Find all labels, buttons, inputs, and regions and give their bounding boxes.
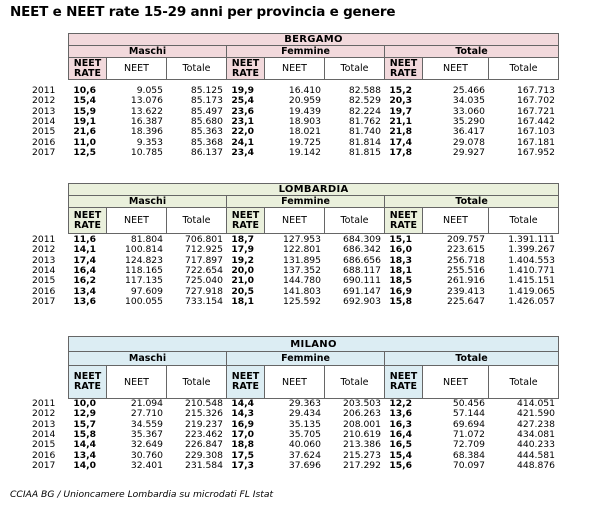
neet-rate-cell: 20,5	[231, 285, 254, 297]
table-row	[0, 265, 600, 275]
neet-rate-cell: 20,0	[231, 264, 254, 276]
value-cell: 100.814	[125, 244, 163, 256]
column-header-neet-rate: NEET RATE	[69, 366, 107, 399]
column-header-neet-rate: NEET RATE	[227, 366, 265, 399]
table-header-lombardia	[68, 183, 559, 234]
column-header-neet: NEET	[265, 208, 325, 234]
column-header-neet: NEET	[423, 208, 489, 234]
value-cell: 686.342	[343, 244, 381, 256]
neet-rate-cell: 16,9	[231, 418, 254, 430]
year-cell: 2015	[32, 126, 56, 138]
neet-rate-cell: 15,7	[73, 418, 96, 430]
value-cell: 82.529	[348, 95, 381, 107]
value-cell: 50.456	[452, 398, 485, 409]
value-cell: 256.718	[447, 254, 485, 266]
value-cell: 117.135	[125, 275, 163, 287]
neet-rate-cell: 24,1	[231, 136, 254, 148]
neet-rate-cell: 19,1	[73, 115, 96, 127]
value-cell: 36.417	[452, 126, 485, 138]
table-row	[0, 85, 600, 95]
value-cell: 18.021	[288, 126, 321, 138]
neet-rate-cell: 15,9	[73, 105, 96, 117]
neet-rate-cell: 16,4	[389, 428, 412, 440]
value-cell: 1.415.151	[508, 275, 555, 287]
value-cell: 225.647	[447, 295, 485, 307]
table-row	[0, 126, 600, 136]
value-cell: 35.705	[288, 428, 321, 440]
column-header-totale: Totale	[167, 58, 227, 80]
value-cell: 255.516	[447, 264, 485, 276]
value-cell: 71.072	[452, 428, 485, 440]
column-header-totale: Totale	[325, 58, 385, 80]
value-cell: 18.396	[130, 126, 163, 138]
neet-rate-cell: 10,0	[73, 398, 96, 409]
value-cell: 85.125	[190, 85, 223, 96]
value-cell: 27.710	[130, 408, 163, 420]
value-cell: 167.702	[517, 95, 555, 107]
year-cell: 2013	[32, 254, 56, 266]
column-header-totale: Totale	[489, 366, 559, 399]
value-cell: 712.925	[185, 244, 223, 256]
value-cell: 122.801	[283, 244, 321, 256]
column-header-neet-rate: NEET RATE	[385, 366, 423, 399]
year-cell: 2014	[32, 428, 56, 440]
value-cell: 722.654	[185, 264, 223, 276]
region-title: BERGAMO	[69, 34, 559, 46]
source-note: CCIAA BG / Unioncamere Lombardia su microdati FL Istat	[10, 489, 274, 500]
value-cell: 72.709	[452, 439, 485, 451]
neet-rate-cell: 15,1	[389, 234, 412, 245]
value-cell: 725.040	[185, 275, 223, 287]
value-cell: 85.497	[190, 105, 223, 117]
neet-rate-cell: 18,5	[389, 275, 412, 287]
value-cell: 18.903	[288, 115, 321, 127]
value-cell: 213.386	[343, 439, 381, 451]
value-cell: 32.401	[130, 459, 163, 471]
year-cell: 2013	[32, 105, 56, 117]
group-header: Femmine	[227, 46, 385, 58]
value-cell: 35.367	[130, 428, 163, 440]
neet-rate-cell: 14,4	[73, 439, 96, 451]
value-cell: 226.847	[185, 439, 223, 451]
value-cell: 209.757	[447, 234, 485, 245]
neet-rate-cell: 18,1	[389, 264, 412, 276]
table-row	[0, 275, 600, 285]
value-cell: 223.615	[447, 244, 485, 256]
neet-rate-cell: 14,4	[231, 398, 254, 409]
value-cell: 1.404.553	[508, 254, 555, 266]
neet-rate-cell: 17,3	[231, 459, 254, 471]
value-cell: 13.622	[130, 105, 163, 117]
value-cell: 144.780	[283, 275, 321, 287]
column-header-neet: NEET	[265, 366, 325, 399]
group-header: Maschi	[69, 196, 227, 208]
value-cell: 125.592	[283, 295, 321, 307]
year-cell: 2017	[32, 146, 56, 158]
value-cell: 35.135	[288, 418, 321, 430]
column-header-neet-rate: NEET RATE	[69, 208, 107, 234]
value-cell: 261.916	[447, 275, 485, 287]
value-cell: 444.581	[517, 449, 555, 461]
value-cell: 81.814	[348, 136, 381, 148]
column-header-neet-rate: NEET RATE	[69, 58, 107, 80]
value-cell: 688.117	[343, 264, 381, 276]
year-cell: 2011	[32, 234, 56, 245]
value-cell: 19.142	[288, 146, 321, 158]
column-header-totale: Totale	[167, 208, 227, 234]
neet-rate-cell: 10,6	[73, 85, 96, 96]
value-cell: 1.399.267	[508, 244, 555, 256]
column-header-neet: NEET	[265, 58, 325, 80]
table-header-bergamo	[68, 33, 559, 80]
value-cell: 97.609	[130, 285, 163, 297]
neet-rate-cell: 19,9	[231, 85, 254, 96]
value-cell: 85.368	[190, 136, 223, 148]
group-header: Totale	[385, 196, 559, 208]
value-cell: 167.721	[517, 105, 555, 117]
year-cell: 2013	[32, 418, 56, 430]
neet-rate-cell: 16,0	[389, 244, 412, 256]
neet-rate-cell: 18,1	[231, 295, 254, 307]
value-cell: 81.762	[348, 115, 381, 127]
column-header-neet-rate: NEET RATE	[227, 208, 265, 234]
table-row	[0, 116, 600, 126]
value-cell: 29.078	[452, 136, 485, 148]
value-cell: 427.238	[517, 418, 555, 430]
value-cell: 1.391.111	[508, 234, 555, 245]
value-cell: 85.680	[190, 115, 223, 127]
value-cell: 229.308	[185, 449, 223, 461]
neet-rate-cell: 13,4	[73, 285, 96, 297]
value-cell: 684.309	[343, 234, 381, 245]
year-cell: 2014	[32, 264, 56, 276]
year-cell: 2011	[32, 398, 56, 409]
value-cell: 208.001	[343, 418, 381, 430]
value-cell: 210.619	[343, 428, 381, 440]
column-header-totale: Totale	[325, 366, 385, 399]
column-header-neet-rate: NEET RATE	[385, 208, 423, 234]
year-cell: 2015	[32, 275, 56, 287]
year-cell: 2012	[32, 95, 56, 107]
column-header-totale: Totale	[167, 366, 227, 399]
value-cell: 40.060	[288, 439, 321, 451]
value-cell: 33.060	[452, 105, 485, 117]
table-row	[0, 244, 600, 254]
value-cell: 20.959	[288, 95, 321, 107]
neet-rate-cell: 18,8	[231, 439, 254, 451]
table-row	[0, 460, 600, 470]
year-cell: 2016	[32, 449, 56, 461]
value-cell: 215.326	[185, 408, 223, 420]
year-cell: 2014	[32, 115, 56, 127]
column-header-neet: NEET	[107, 208, 167, 234]
value-cell: 137.352	[283, 264, 321, 276]
value-cell: 81.740	[348, 126, 381, 138]
group-header: Maschi	[69, 352, 227, 366]
value-cell: 727.918	[185, 285, 223, 297]
neet-rate-cell: 15,8	[73, 428, 96, 440]
neet-rate-cell: 12,9	[73, 408, 96, 420]
neet-rate-cell: 23,4	[231, 146, 254, 158]
table-row	[0, 95, 600, 105]
neet-rate-cell: 16,2	[73, 275, 96, 287]
table-row	[0, 106, 600, 116]
value-cell: 434.081	[517, 428, 555, 440]
value-cell: 81.815	[348, 146, 381, 158]
value-cell: 167.181	[517, 136, 555, 148]
value-cell: 219.237	[185, 418, 223, 430]
value-cell: 10.785	[130, 146, 163, 158]
column-header-totale: Totale	[325, 208, 385, 234]
neet-rate-cell: 23,6	[231, 105, 254, 117]
value-cell: 29.363	[288, 398, 321, 409]
value-cell: 37.696	[288, 459, 321, 471]
neet-rate-cell: 20,3	[389, 95, 412, 107]
neet-rate-cell: 18,3	[389, 254, 412, 266]
region-title: MILANO	[69, 337, 559, 352]
value-cell: 118.165	[125, 264, 163, 276]
column-header-neet: NEET	[107, 58, 167, 80]
value-cell: 733.154	[185, 295, 223, 307]
table-row	[0, 398, 600, 408]
neet-rate-cell: 21,6	[73, 126, 96, 138]
value-cell: 414.051	[517, 398, 555, 409]
neet-rate-cell: 17,4	[389, 136, 412, 148]
neet-rate-cell: 15,4	[389, 449, 412, 461]
value-cell: 29.927	[452, 146, 485, 158]
neet-rate-cell: 13,6	[389, 408, 412, 420]
value-cell: 210.548	[185, 398, 223, 409]
value-cell: 223.462	[185, 428, 223, 440]
value-cell: 421.590	[517, 408, 555, 420]
neet-rate-cell: 17,9	[231, 244, 254, 256]
value-cell: 21.094	[130, 398, 163, 409]
value-cell: 25.466	[452, 85, 485, 96]
year-cell: 2017	[32, 295, 56, 307]
value-cell: 131.895	[283, 254, 321, 266]
table-header-milano	[68, 336, 559, 399]
value-cell: 167.713	[517, 85, 555, 96]
value-cell: 30.760	[130, 449, 163, 461]
neet-rate-cell: 11,0	[73, 136, 96, 148]
column-header-neet-rate: NEET RATE	[385, 58, 423, 80]
table-row	[0, 450, 600, 460]
neet-rate-cell: 19,2	[231, 254, 254, 266]
table-row	[0, 234, 600, 244]
year-cell: 2015	[32, 439, 56, 451]
value-cell: 9.055	[136, 85, 163, 96]
neet-rate-cell: 15,2	[389, 85, 412, 96]
neet-rate-cell: 25,4	[231, 95, 254, 107]
value-cell: 206.263	[343, 408, 381, 420]
value-cell: 69.694	[452, 418, 485, 430]
table-row	[0, 147, 600, 157]
value-cell: 13.076	[130, 95, 163, 107]
neet-rate-cell: 17,5	[231, 449, 254, 461]
neet-rate-cell: 19,7	[389, 105, 412, 117]
value-cell: 691.147	[343, 285, 381, 297]
year-cell: 2016	[32, 136, 56, 148]
value-cell: 686.656	[343, 254, 381, 266]
table-row	[0, 419, 600, 429]
neet-rate-cell: 16,3	[389, 418, 412, 430]
value-cell: 37.624	[288, 449, 321, 461]
table-row	[0, 296, 600, 306]
value-cell: 215.273	[343, 449, 381, 461]
value-cell: 141.803	[283, 285, 321, 297]
neet-rate-cell: 14,3	[231, 408, 254, 420]
neet-rate-cell: 17,8	[389, 146, 412, 158]
column-header-neet: NEET	[423, 366, 489, 399]
value-cell: 127.953	[283, 234, 321, 245]
neet-rate-cell: 14,1	[73, 244, 96, 256]
value-cell: 1.419.065	[508, 285, 555, 297]
group-header: Femmine	[227, 352, 385, 366]
value-cell: 85.363	[190, 126, 223, 138]
table-row	[0, 429, 600, 439]
value-cell: 32.649	[130, 439, 163, 451]
neet-rate-cell: 16,4	[73, 264, 96, 276]
table-row	[0, 255, 600, 265]
neet-rate-cell: 12,2	[389, 398, 412, 409]
neet-rate-cell: 14,0	[73, 459, 96, 471]
value-cell: 717.897	[185, 254, 223, 266]
group-header: Femmine	[227, 196, 385, 208]
table-row	[0, 137, 600, 147]
neet-rate-cell: 17,0	[231, 428, 254, 440]
neet-rate-cell: 17,4	[73, 254, 96, 266]
neet-rate-cell: 12,5	[73, 146, 96, 158]
value-cell: 19.725	[288, 136, 321, 148]
value-cell: 1.426.057	[508, 295, 555, 307]
neet-rate-cell: 21,1	[389, 115, 412, 127]
group-header: Totale	[385, 46, 559, 58]
neet-rate-cell: 18,7	[231, 234, 254, 245]
value-cell: 86.137	[190, 146, 223, 158]
value-cell: 16.387	[130, 115, 163, 127]
value-cell: 448.876	[517, 459, 555, 471]
neet-rate-cell: 22,0	[231, 126, 254, 138]
value-cell: 70.097	[452, 459, 485, 471]
neet-rate-cell: 13,4	[73, 449, 96, 461]
column-header-neet: NEET	[107, 366, 167, 399]
value-cell: 35.290	[452, 115, 485, 127]
value-cell: 203.503	[343, 398, 381, 409]
value-cell: 82.224	[348, 105, 381, 117]
value-cell: 167.103	[517, 126, 555, 138]
neet-rate-cell: 11,6	[73, 234, 96, 245]
group-header: Maschi	[69, 46, 227, 58]
year-cell: 2012	[32, 408, 56, 420]
value-cell: 706.801	[185, 234, 223, 245]
value-cell: 68.384	[452, 449, 485, 461]
neet-rate-cell: 15,8	[389, 295, 412, 307]
value-cell: 1.410.771	[508, 264, 555, 276]
neet-rate-cell: 23,1	[231, 115, 254, 127]
table-row	[0, 286, 600, 296]
value-cell: 692.903	[343, 295, 381, 307]
value-cell: 81.804	[130, 234, 163, 245]
neet-rate-cell: 13,6	[73, 295, 96, 307]
column-header-totale: Totale	[489, 208, 559, 234]
value-cell: 231.584	[185, 459, 223, 471]
table-row	[0, 408, 600, 418]
value-cell: 239.413	[447, 285, 485, 297]
value-cell: 16.410	[288, 85, 321, 96]
column-header-totale: Totale	[489, 58, 559, 80]
page-title: NEET e NEET rate 15-29 anni per provincia e genere	[10, 4, 396, 20]
year-cell: 2017	[32, 459, 56, 471]
neet-rate-cell: 16,9	[389, 285, 412, 297]
value-cell: 217.292	[343, 459, 381, 471]
year-cell: 2012	[32, 244, 56, 256]
value-cell: 440.233	[517, 439, 555, 451]
value-cell: 57.144	[452, 408, 485, 420]
value-cell: 100.055	[125, 295, 163, 307]
neet-rate-cell: 21,8	[389, 126, 412, 138]
value-cell: 167.952	[517, 146, 555, 158]
value-cell: 690.111	[343, 275, 381, 287]
column-header-neet-rate: NEET RATE	[227, 58, 265, 80]
value-cell: 9.353	[136, 136, 163, 148]
value-cell: 124.823	[125, 254, 163, 266]
neet-rate-cell: 21,0	[231, 275, 254, 287]
region-title: LOMBARDIA	[69, 184, 559, 196]
neet-rate-cell: 15,4	[73, 95, 96, 107]
value-cell: 34.035	[452, 95, 485, 107]
table-row	[0, 439, 600, 449]
value-cell: 19.439	[288, 105, 321, 117]
group-header: Totale	[385, 352, 559, 366]
value-cell: 34.559	[130, 418, 163, 430]
year-cell: 2011	[32, 85, 56, 96]
value-cell: 85.173	[190, 95, 223, 107]
column-header-neet: NEET	[423, 58, 489, 80]
value-cell: 82.588	[348, 85, 381, 96]
value-cell: 167.442	[517, 115, 555, 127]
neet-rate-cell: 16,5	[389, 439, 412, 451]
neet-rate-cell: 15,6	[389, 459, 412, 471]
value-cell: 29.434	[288, 408, 321, 420]
year-cell: 2016	[32, 285, 56, 297]
